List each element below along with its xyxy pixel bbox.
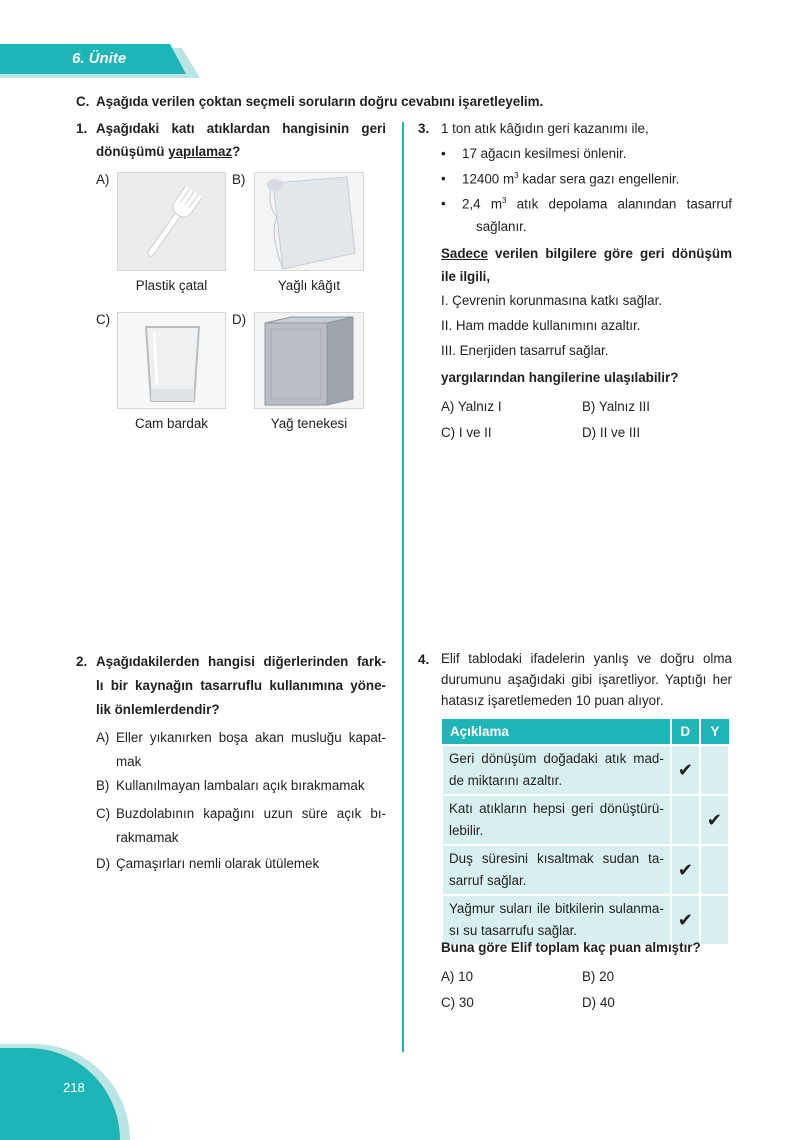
checkmark-icon: ✔ xyxy=(700,795,729,845)
q4-question: Buna göre Elif toplam kaç puan almıştır? xyxy=(441,940,701,955)
table-cell-description xyxy=(442,795,671,845)
option-text: Yalnız I xyxy=(457,399,502,414)
cell-line: sı su tasarrufu sağlar. xyxy=(449,923,578,938)
q1-stem-line2 xyxy=(96,144,240,159)
q1-option-d-letter[interactable]: D) xyxy=(232,312,247,327)
q3-number: 3. xyxy=(418,121,430,136)
q2-number: 2. xyxy=(76,654,88,669)
table-header-d: D xyxy=(671,719,700,745)
option-letter: D) xyxy=(582,995,597,1010)
glass-cup-icon xyxy=(118,313,226,409)
q3-info xyxy=(441,246,732,261)
q4-stem-line: durumunu aşağıdaki gibi işaretliyor. Yaptığı her xyxy=(441,672,732,687)
option-letter: B) xyxy=(582,399,596,414)
table-cell-d xyxy=(671,795,700,845)
section-instruction: Aşağıda verilen çoktan seçmeli soruların doğru cevabını işaretleyelim. xyxy=(96,94,544,109)
q3-bullet-3 xyxy=(462,196,732,211)
option-text: 40 xyxy=(599,995,615,1010)
q1-stem-line1: Aşağıdaki katı atıklardan hangisinin geri xyxy=(96,121,386,136)
table-row xyxy=(442,795,729,845)
q3-bullet-3-text: 2,4 m xyxy=(462,196,502,212)
oil-tin-image[interactable] xyxy=(254,312,364,409)
q3-bullet-3-line2: sağlanır. xyxy=(476,219,527,234)
q2-stem-line: Aşağıdakilerden hangisi diğerlerinden fark- xyxy=(96,654,386,669)
q3-option-c[interactable] xyxy=(441,425,492,440)
q2-option-c[interactable] xyxy=(96,802,386,850)
q4-option-b[interactable] xyxy=(582,969,614,984)
q1-option-b-letter[interactable]: B) xyxy=(232,172,246,187)
table-row xyxy=(442,845,729,895)
table-row xyxy=(442,895,729,945)
q2-option-a[interactable] xyxy=(96,726,386,774)
q4-option-c[interactable] xyxy=(441,995,474,1010)
option-letter: B) xyxy=(582,969,596,984)
unit-title: 6. Ünite xyxy=(72,50,127,67)
option-letter: A) xyxy=(441,969,455,984)
option-letter: D) xyxy=(582,425,597,440)
superscript: 3 xyxy=(502,196,507,205)
q2-option-letter: C) xyxy=(96,806,111,821)
q3-intro: 1 ton atık kâğıdın geri kazanımı ile, xyxy=(441,121,649,136)
option-text: 20 xyxy=(599,969,615,984)
q2-option-letter: A) xyxy=(96,730,110,745)
q3-statement-2: II. Ham madde kullanımını azaltır. xyxy=(441,318,641,333)
q2-stem-line: lik önlemlerdendir? xyxy=(96,702,220,717)
q3-info-underlined: Sadece xyxy=(441,246,488,261)
table-header-y: Y xyxy=(700,719,729,745)
q4-stem xyxy=(441,648,732,711)
cell-line: de miktarını azaltır. xyxy=(449,773,563,788)
q2-option-text: mak xyxy=(116,754,142,769)
q2-option-letter: B) xyxy=(96,778,110,793)
glass-cup-image[interactable] xyxy=(117,312,226,409)
option-letter: C) xyxy=(441,995,456,1010)
option-text: II ve III xyxy=(599,425,641,440)
q3-info-line2: ile ilgili, xyxy=(441,269,491,284)
q3-bullet-3-text-end: atık depolama alanından tasarruf xyxy=(506,196,732,212)
table-row xyxy=(442,745,729,795)
q3-bullet-2-text: 12400 m xyxy=(462,171,515,187)
table-cell-description xyxy=(442,895,671,945)
bullet-icon: • xyxy=(441,171,446,186)
q2-option-text: rakmamak xyxy=(116,830,179,845)
oil-tin-icon xyxy=(255,313,364,409)
bullet-icon: • xyxy=(441,196,446,211)
checkmark-icon: ✔ xyxy=(671,895,700,945)
q4-stem-line: Elif tablodaki ifadelerin yanlış ve doğru olma xyxy=(441,651,732,666)
table-cell-y xyxy=(700,895,729,945)
q1-number: 1. xyxy=(76,121,88,136)
cell-line: lebilir. xyxy=(449,823,484,838)
q3-option-d[interactable] xyxy=(582,425,640,440)
q2-option-text: Eller yıkanırken boşa akan musluğu kapat- xyxy=(116,730,386,745)
superscript: 3 xyxy=(514,171,519,180)
q2-option-text: Buzdolabının kapağını uzun süre açık bı- xyxy=(116,806,386,821)
cell-line: Yağmur suları ile bitkilerin sulanma- xyxy=(449,901,664,916)
q2-option-d[interactable] xyxy=(96,852,386,876)
q1-option-b-caption: Yağlı kâğıt xyxy=(277,278,341,293)
q3-bullet-2 xyxy=(462,171,679,186)
cell-line: Duş süresini kısaltmak sudan ta- xyxy=(449,851,664,866)
cell-line: Katı atıkların hepsi geri dönüştürü- xyxy=(449,801,664,816)
option-text: Yalnız III xyxy=(598,399,650,414)
page-number-badge xyxy=(0,1048,120,1140)
q1-stem-underlined: yapılamaz xyxy=(168,144,233,159)
q2-option-text: Çamaşırları nemli olarak ütülemek xyxy=(116,856,320,871)
section-letter: C. xyxy=(76,94,90,109)
option-text: I ve II xyxy=(458,425,492,440)
table-cell-y xyxy=(700,845,729,895)
q1-stem-text: dönüşümü xyxy=(96,144,169,159)
option-text: 30 xyxy=(458,995,474,1010)
q1-stem-end: ? xyxy=(232,144,241,159)
q1-option-a-caption: Plastik çatal xyxy=(135,278,208,293)
cell-line: Geri dönüşüm doğadaki atık mad- xyxy=(449,751,664,766)
q3-info-text: verilen bilgilere göre geri dönüşüm xyxy=(487,246,732,261)
q3-statement-1: I. Çevrenin korunmasına katkı sağlar. xyxy=(441,293,663,308)
q3-option-b[interactable] xyxy=(582,399,650,414)
column-divider xyxy=(402,122,404,1052)
page-number: 218 xyxy=(63,1080,85,1095)
table-cell-description xyxy=(442,845,671,895)
q4-number: 4. xyxy=(418,652,430,667)
plastic-fork-image[interactable] xyxy=(117,172,226,271)
q2-option-text: Kullanılmayan lambaları açık bırakmamak xyxy=(116,778,365,793)
q2-option-b[interactable] xyxy=(96,774,386,798)
q3-question: yargılarından hangilerine ulaşılabilir? xyxy=(441,370,679,385)
plastic-fork-icon xyxy=(118,173,226,271)
bullet-icon: • xyxy=(441,146,446,161)
q1-option-c-letter[interactable]: C) xyxy=(96,312,111,327)
q2-stem-line: lı bir kaynağın tasarruflu kullanımına yöne- xyxy=(96,678,386,693)
table-cell-description xyxy=(442,745,671,795)
option-text: 10 xyxy=(458,969,474,984)
oily-paper-image[interactable] xyxy=(254,172,364,271)
q2-option-letter: D) xyxy=(96,856,111,871)
q4-stem-line: hatasız işaretlemeden 10 puan alıyor. xyxy=(441,693,664,708)
q4-option-a[interactable] xyxy=(441,969,473,984)
q1-option-d-caption: Yağ tenekesi xyxy=(270,416,348,431)
q2-stem xyxy=(96,650,386,722)
q1-option-c-caption: Cam bardak xyxy=(135,416,208,431)
option-letter: A) xyxy=(441,399,455,414)
q3-bullet-2-text-end: kadar sera gazı engellenir. xyxy=(518,171,680,187)
q1-option-a-letter[interactable]: A) xyxy=(96,172,110,187)
q3-statement-3: III. Enerjiden tasarruf sağlar. xyxy=(441,343,609,358)
checkmark-icon: ✔ xyxy=(671,845,700,895)
oily-paper-icon xyxy=(255,173,364,271)
q4-option-d[interactable] xyxy=(582,995,615,1010)
table-header-description: Açıklama xyxy=(442,719,671,745)
q3-bullet-1: 17 ağacın kesilmesi önlenir. xyxy=(462,146,627,161)
option-letter: C) xyxy=(441,425,456,440)
table-cell-y xyxy=(700,745,729,795)
q4-table xyxy=(441,719,730,946)
q3-option-a[interactable] xyxy=(441,399,502,414)
cell-line: sarruf sağlar. xyxy=(449,873,527,888)
checkmark-icon: ✔ xyxy=(671,745,700,795)
